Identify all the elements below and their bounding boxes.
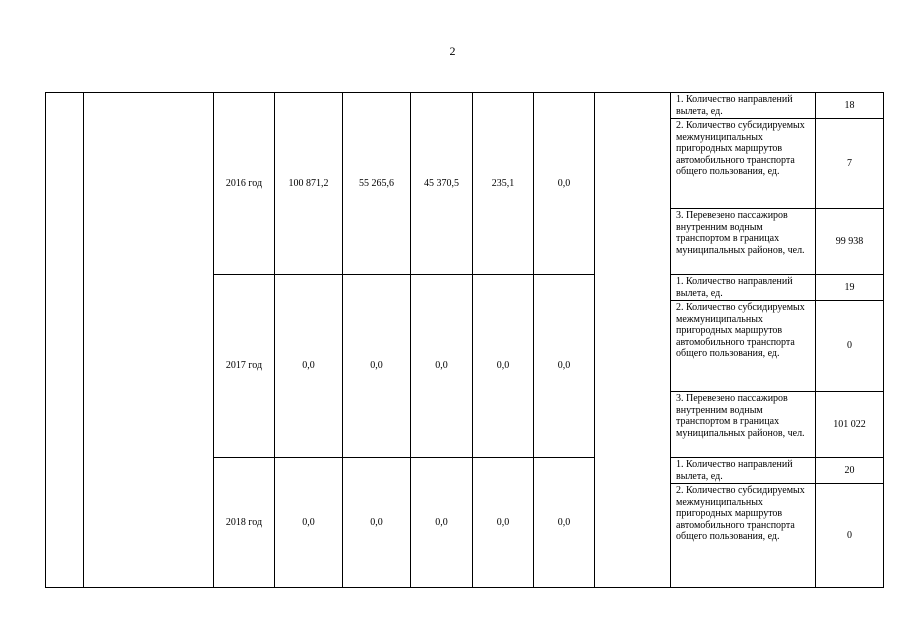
page-number: 2 — [449, 44, 456, 58]
regional-funding-cell: 0,0 — [411, 275, 473, 458]
program-table — [45, 92, 884, 588]
indicator-value: 18 — [816, 93, 884, 119]
other-funding-cell: 0,0 — [534, 93, 595, 275]
year-cell: 2016 год — [214, 93, 275, 275]
indicator-name: 1. Количество направлений вылета, ед. — [671, 458, 816, 484]
indicator-value: 101 022 — [816, 392, 884, 458]
other-funding-cell: 0,0 — [534, 458, 595, 588]
indicator-name: 1. Количество направлений вылета, ед. — [671, 93, 816, 119]
year-cell: 2018 год — [214, 458, 275, 588]
indicator-name: 3. Перевезено пассажиров внутренним водным транспортом в границах муниципальных районов, чел. — [671, 209, 816, 275]
indicator-value: 20 — [816, 458, 884, 484]
indicator-name: 2. Количество субсидируемых межмуниципальных пригородных маршрутов автомобильного транспорта общего пользования, ед. — [671, 301, 816, 392]
indicator-value: 7 — [816, 119, 884, 209]
indicator-name: 2. Количество субсидируемых межмуниципальных пригородных маршрутов автомобильного транспорта общего пользования, ед. — [671, 119, 816, 209]
indicator-name: 2. Количество субсидируемых межмуниципальных пригородных маршрутов автомобильного транспорта общего пользования, ед. — [671, 484, 816, 588]
local-funding-cell: 235,1 — [473, 93, 534, 275]
indicator-value: 0 — [816, 301, 884, 392]
activity-name-cell — [84, 93, 214, 588]
indicator-value: 0 — [816, 484, 884, 588]
federal-funding-cell: 55 265,6 — [343, 93, 411, 275]
regional-funding-cell: 45 370,5 — [411, 93, 473, 275]
year-cell: 2017 год — [214, 275, 275, 458]
indicator-value: 99 938 — [816, 209, 884, 275]
indicator-value: 19 — [816, 275, 884, 301]
local-funding-cell: 0,0 — [473, 458, 534, 588]
number-cell — [46, 93, 84, 588]
table-row — [46, 93, 884, 119]
total-funding-cell: 100 871,2 — [275, 93, 343, 275]
total-funding-cell: 0,0 — [275, 458, 343, 588]
federal-funding-cell: 0,0 — [343, 275, 411, 458]
executor-cell — [595, 93, 671, 588]
federal-funding-cell: 0,0 — [343, 458, 411, 588]
indicator-name: 3. Перевезено пассажиров внутренним водным транспортом в границах муниципальных районов, чел. — [671, 392, 816, 458]
other-funding-cell: 0,0 — [534, 275, 595, 458]
indicator-name: 1. Количество направлений вылета, ед. — [671, 275, 816, 301]
total-funding-cell: 0,0 — [275, 275, 343, 458]
regional-funding-cell: 0,0 — [411, 458, 473, 588]
local-funding-cell: 0,0 — [473, 275, 534, 458]
